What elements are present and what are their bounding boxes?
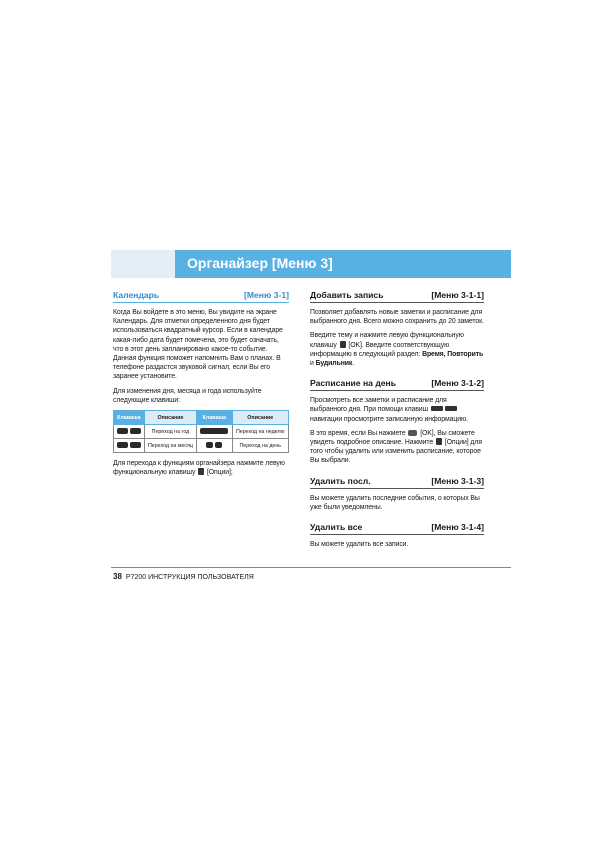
paragraph: В это время, если Вы нажмете [OK], Вы сможете увидеть подробное описание. Нажмите [Опции] для того чтобы удалить или изменить расписание, которое Вы выбрали.: [310, 429, 482, 465]
left-soft-key-icon: [198, 468, 204, 475]
section-daily-schedule: [310, 378, 484, 465]
key-hash-icon: [130, 442, 141, 448]
left-soft-key-icon: [436, 438, 442, 445]
right-column: [310, 290, 484, 559]
ok-key-icon: [408, 430, 417, 436]
description-cell: Переход на день: [232, 439, 288, 453]
column-header: Описание: [232, 411, 288, 425]
key-3-icon: [130, 428, 141, 434]
description-cell: Переход на год: [144, 425, 196, 439]
description-cell: Переход на неделю: [232, 425, 288, 439]
footer-title: P7200 ИНСТРУКЦИЯ ПОЛЬЗОВАТЕЛЯ: [125, 574, 254, 581]
section-delete-past: [310, 476, 484, 512]
paragraph: Позволяет добавлять новые заметки и расписание для выбранного дня. Всего можно сохранить до 20 заметок.: [310, 309, 484, 326]
key-cell: [197, 425, 232, 439]
section-heading: [310, 290, 484, 303]
section-add-entry: [310, 290, 484, 368]
paragraph: Для изменения дня, месяца и года используйте следующие клавиши:: [113, 387, 262, 404]
left-soft-key-icon: [340, 341, 346, 348]
page-number: 38: [113, 572, 122, 581]
page-footer: [113, 572, 254, 581]
section-title: Удалить посл.: [310, 475, 371, 486]
section-heading: [310, 476, 484, 489]
key-cell: [114, 425, 145, 439]
key-star-icon: [117, 442, 128, 448]
paragraph: Вы можете удалить последние события, о которых Вы уже были уведомлены.: [310, 494, 480, 511]
navigation-up-down-key-icon: [200, 428, 228, 434]
section-title: Календарь: [113, 290, 160, 300]
section-menu-number: [Меню 3-1-2]: [431, 378, 484, 389]
key-cell: [197, 439, 232, 453]
column-header: Описание: [144, 411, 196, 425]
left-column: [113, 290, 289, 482]
table-row: [114, 439, 289, 453]
paragraph: Для перехода к функциям органайзера нажмите левую функциональную клавишу [Опции];: [113, 460, 285, 477]
table-row: [114, 425, 289, 439]
navigation-right-key-icon: [215, 442, 222, 448]
paragraph: Вы можете удалить все записи.: [310, 541, 409, 549]
banner-accent: [111, 250, 175, 278]
navigation-left-key-icon: [206, 442, 213, 448]
description-cell: Переход на месяц: [144, 439, 196, 453]
keys-table: [113, 410, 289, 453]
section-title: Расписание на день: [310, 378, 397, 389]
section-delete-all: [310, 522, 484, 549]
paragraph: Когда Вы войдете в это меню, Вы увидите на экране Календарь. Для отметки определенного дня будет использоваться квадратный курсор. Если в календаре какая-либо дата будет помечена, это будет означать, что в этот день запланировано какое-то событие. Данная функция поможет напомнить Вам о планах. В телефоне раздастся звуковой сигнал, если Вы его заранее установите.: [113, 309, 283, 381]
chapter-banner: [175, 250, 511, 278]
section-title: Добавить запись: [310, 290, 384, 300]
section-heading-calendar: [113, 290, 289, 303]
navigation-down-key-icon: [445, 406, 457, 411]
section-heading: [310, 522, 484, 535]
key-1-icon: [117, 428, 128, 434]
table-header-row: [114, 411, 289, 425]
key-cell: [114, 439, 145, 453]
paragraph: Введите тему и нажмите левую функциональную клавишу [OK]. Введите соответствующую информацию в следующий раздел: Время, Повторить и Будильник.: [310, 332, 484, 368]
section-menu-number: [Меню 3-1-4]: [431, 522, 484, 533]
paragraph: Просмотреть все заметки и расписание для выбранного дня. При помощи клавиш навигации просмотрите записанную информацию.: [310, 397, 468, 423]
section-menu-number: [Меню 3-1]: [244, 290, 289, 300]
section-title: Удалить все: [310, 522, 363, 533]
chapter-title: Органайзер [Меню 3]: [187, 255, 333, 271]
section-heading: [310, 378, 484, 391]
column-header: Клавиша: [114, 411, 145, 425]
section-menu-number: [Меню 3-1-1]: [431, 290, 484, 300]
navigation-up-key-icon: [431, 406, 443, 411]
column-header: Клавиша: [197, 411, 232, 425]
section-menu-number: [Меню 3-1-3]: [431, 475, 484, 486]
footer-divider: [111, 567, 511, 568]
